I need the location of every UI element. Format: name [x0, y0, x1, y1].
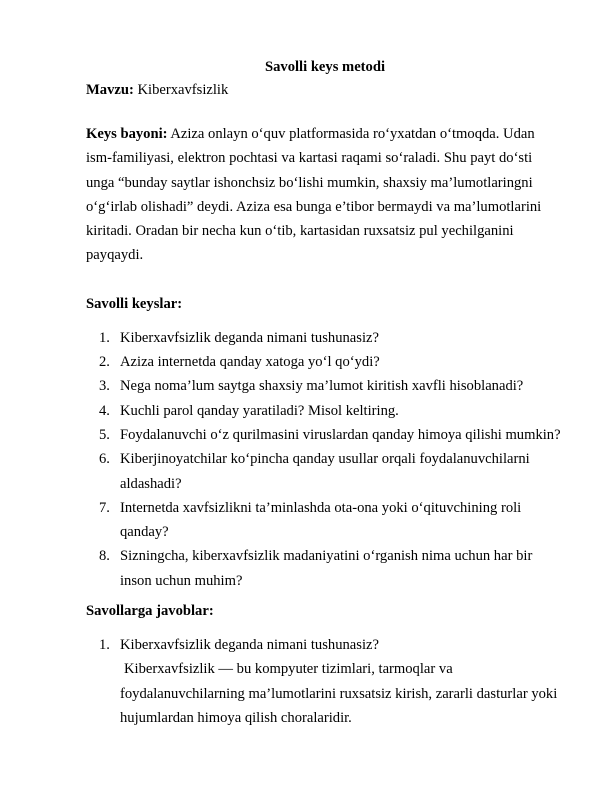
questions-list	[86, 326, 564, 593]
question-item	[86, 447, 564, 496]
question-number: 4.	[99, 402, 110, 419]
question-item	[86, 374, 564, 398]
case-description	[86, 122, 564, 268]
answer-item	[86, 633, 564, 730]
question-item	[86, 399, 564, 423]
case-text: Aziza onlayn o‘quv platformasida ro‘yxatdan o‘tmoqda. Udan ism-familiyasi, elektron pochtasi va kartasi raqami so‘raladi. Shu payt do‘sti unga “bunday saytlar ishonchsiz bo‘lishi mumkin, shaxsiy ma’lumotlaringni o‘g‘irlab olishadi” deydi. Aziza esa bunga e’tibor bermaydi va ma’lumotlarini kiritadi. Oradan bir necha kun o‘tib, kartasidan ruxsatsiz pul yechilganini payqaydi.	[86, 126, 542, 264]
topic-label: Mavzu:	[86, 82, 134, 98]
answers-heading: Savollarga javoblar:	[86, 603, 214, 620]
question-item	[86, 326, 564, 350]
question-item	[86, 423, 564, 447]
question-number: 2.	[99, 354, 110, 371]
question-number: 1.	[99, 329, 110, 346]
document-title: Savolli keys metodi	[265, 59, 385, 75]
question-number: 6.	[99, 451, 110, 468]
question-text: Foydalanuvchi o‘z qurilmasini viruslardan qanday himoya qilishi mumkin?	[120, 426, 561, 443]
question-item	[86, 496, 564, 545]
question-text: Nega noma’lum saytga shaxsiy ma’lumot kiritish xavfli hisoblanadi?	[120, 378, 524, 395]
answers-list	[86, 633, 564, 730]
question-text: Kiberxavfsizlik deganda nimani tushunasiz?	[120, 329, 379, 346]
answer-number: 1.	[99, 637, 110, 654]
questions-heading: Savolli keyslar:	[86, 295, 183, 312]
document-page	[86, 56, 564, 730]
question-number: 5.	[99, 426, 110, 443]
question-text: Aziza internetda qanday xatoga yo‘l qo‘ydi?	[120, 354, 380, 371]
case-label: Keys bayoni:	[86, 126, 168, 142]
topic-line	[86, 78, 564, 102]
topic-value: Kiberxavfsizlik	[133, 82, 229, 98]
question-item	[86, 350, 564, 374]
answer-question: Kiberxavfsizlik deganda nimani tushunasiz?	[120, 637, 379, 654]
question-number: 3.	[99, 378, 110, 395]
question-number: 7.	[99, 499, 110, 516]
question-text: Internetda xavfsizlikni ta’minlashda ota-ona yoki o‘qituvchining roli qanday?	[120, 499, 522, 541]
question-text: Kiberjinoyatchilar ko‘pincha qanday usullar orqali foydalanuvchilarni aldashadi?	[120, 451, 530, 492]
answer-text: Kiberxavfsizlik — bu kompyuter tizimlari, tarmoqlar va foydalanuvchilarning ma’lumotlarini ruxsatsiz kirish, zararli dasturlar yoki hujumlardan himoya qilish choralaridir.	[120, 661, 558, 726]
question-text: Kuchli parol qanday yaratiladi? Misol keltiring.	[120, 402, 399, 419]
question-text: Sizningcha, kiberxavfsizlik madaniyatini o‘rganish nima uchun har bir inson uchun muhim?	[120, 548, 533, 589]
question-number: 8.	[99, 548, 110, 565]
question-item	[86, 544, 564, 593]
